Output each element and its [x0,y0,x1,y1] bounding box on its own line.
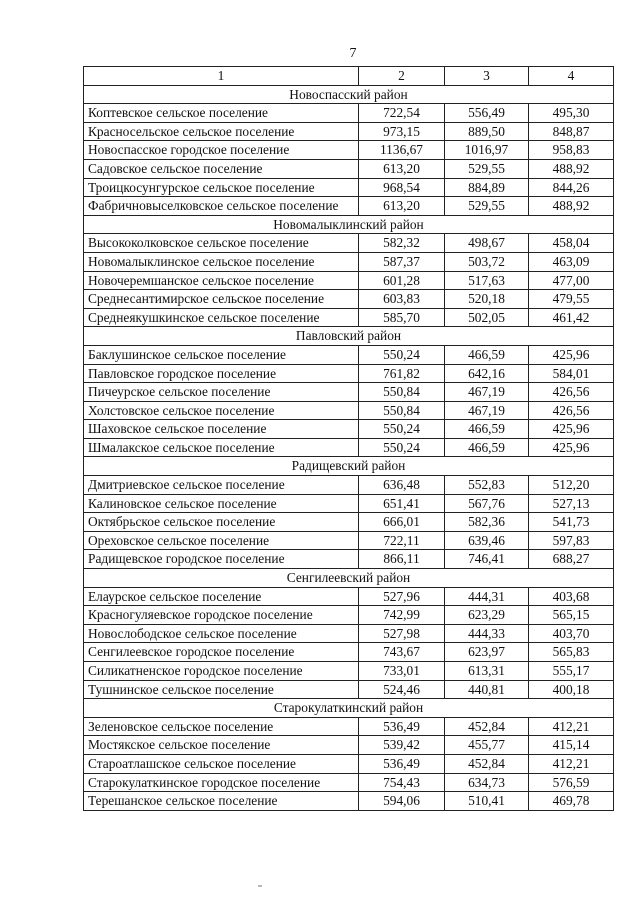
value-col-2: 585,70 [359,308,445,327]
value-col-2: 613,20 [359,197,445,216]
table-row [84,141,614,160]
column-header-2: 2 [359,67,445,86]
value-col-4: 477,00 [529,271,614,290]
settlement-name: Староатлашское сельское поселение [84,754,359,773]
value-col-4: 469,78 [529,792,614,811]
value-col-3: 582,36 [445,513,529,532]
table-row [84,364,614,383]
settlement-name: Красногуляевское городское поселение [84,606,359,625]
value-col-4: 495,30 [529,104,614,123]
settlement-name: Троицкосунгурское сельское поселение [84,178,359,197]
value-col-2: 539,42 [359,736,445,755]
value-col-4: 488,92 [529,197,614,216]
settlement-name: Пичеурское сельское поселение [84,383,359,402]
value-col-2: 550,84 [359,401,445,420]
settlement-name: Новочеремшанское сельское поселение [84,271,359,290]
table-row [84,159,614,178]
value-col-2: 973,15 [359,122,445,141]
value-col-2: 550,24 [359,345,445,364]
table-row [84,271,614,290]
value-col-2: 594,06 [359,792,445,811]
table-row [84,736,614,755]
column-header-3: 3 [445,67,529,86]
value-col-3: 452,84 [445,754,529,773]
settlement-name: Калиновское сельское поселение [84,494,359,513]
value-col-4: 463,09 [529,252,614,271]
value-col-2: 536,49 [359,754,445,773]
value-col-4: 400,18 [529,680,614,699]
value-col-3: 502,05 [445,308,529,327]
settlement-name: Среднеякушкинское сельское поселение [84,308,359,327]
value-col-3: 613,31 [445,662,529,681]
table-row [84,234,614,253]
value-col-2: 722,11 [359,531,445,550]
value-col-2: 613,20 [359,159,445,178]
table-row [84,513,614,532]
region-row [84,457,614,476]
value-col-3: 1016,97 [445,141,529,160]
value-col-2: 601,28 [359,271,445,290]
value-col-2: 866,11 [359,550,445,569]
region-heading: Сенгилеевский район [84,569,614,588]
value-col-4: 403,70 [529,624,614,643]
value-col-2: 651,41 [359,494,445,513]
table-row [84,624,614,643]
settlement-name: Новоспасское городское поселение [84,141,359,160]
value-col-3: 552,83 [445,476,529,495]
value-col-3: 639,46 [445,531,529,550]
region-heading: Павловский район [84,327,614,346]
settlement-name: Павловское городское поселение [84,364,359,383]
settlement-name: Холстовское сельское поселение [84,401,359,420]
settlement-name: Шмалакское сельское поселение [84,438,359,457]
table-row [84,308,614,327]
value-col-4: 479,55 [529,290,614,309]
value-col-4: 415,14 [529,736,614,755]
value-col-2: 524,46 [359,680,445,699]
value-col-3: 466,59 [445,420,529,439]
value-col-2: 761,82 [359,364,445,383]
table-row [84,587,614,606]
settlement-name: Зеленовское сельское поселение [84,717,359,736]
value-col-3: 444,31 [445,587,529,606]
value-col-3: 884,89 [445,178,529,197]
settlement-name: Новомалыклинское сельское поселение [84,252,359,271]
value-col-2: 550,24 [359,438,445,457]
value-col-3: 556,49 [445,104,529,123]
table-row [84,383,614,402]
settlement-name: Тушнинское сельское поселение [84,680,359,699]
value-col-2: 754,43 [359,773,445,792]
value-col-2: 733,01 [359,662,445,681]
settlement-name: Дмитриевское сельское поселение [84,476,359,495]
table-row [84,792,614,811]
region-heading: Старокулаткинский район [84,699,614,718]
value-col-3: 467,19 [445,401,529,420]
value-col-4: 576,59 [529,773,614,792]
settlement-name: Шаховское сельское поселение [84,420,359,439]
table-row [84,717,614,736]
value-col-4: 425,96 [529,345,614,364]
value-col-2: 742,99 [359,606,445,625]
region-row [84,699,614,718]
value-col-2: 527,98 [359,624,445,643]
value-col-3: 466,59 [445,345,529,364]
table-row [84,420,614,439]
table-body [84,85,614,810]
settlement-name: Мостякское сельское поселение [84,736,359,755]
value-col-4: 848,87 [529,122,614,141]
region-row [84,569,614,588]
region-row [84,85,614,104]
value-col-4: 584,01 [529,364,614,383]
value-col-4: 488,92 [529,159,614,178]
table-row [84,104,614,123]
table-row [84,550,614,569]
tariff-table [83,66,614,811]
settlement-name: Красносельское сельское поселение [84,122,359,141]
value-col-4: 461,42 [529,308,614,327]
value-col-4: 597,83 [529,531,614,550]
value-col-4: 555,17 [529,662,614,681]
settlement-name: Высококолковское сельское поселение [84,234,359,253]
table-row [84,494,614,513]
column-header-4: 4 [529,67,614,86]
value-col-4: 425,96 [529,420,614,439]
table-row [84,754,614,773]
value-col-4: 458,04 [529,234,614,253]
settlement-name: Ореховское сельское поселение [84,531,359,550]
value-col-3: 529,55 [445,159,529,178]
scan-artifact [258,885,262,887]
value-col-4: 844,26 [529,178,614,197]
value-col-4: 412,21 [529,754,614,773]
value-col-2: 582,32 [359,234,445,253]
value-col-4: 403,68 [529,587,614,606]
value-col-3: 498,67 [445,234,529,253]
value-col-4: 958,83 [529,141,614,160]
region-row [84,327,614,346]
table-row [84,773,614,792]
table-row [84,662,614,681]
value-col-3: 444,33 [445,624,529,643]
settlement-name: Среднесантимирское сельское поселение [84,290,359,309]
value-col-2: 536,49 [359,717,445,736]
table-row [84,197,614,216]
value-col-3: 517,63 [445,271,529,290]
table-row [84,252,614,271]
value-col-2: 587,37 [359,252,445,271]
value-col-3: 634,73 [445,773,529,792]
table-row [84,606,614,625]
value-col-2: 550,84 [359,383,445,402]
value-col-3: 623,97 [445,643,529,662]
settlement-name: Октябрьское сельское поселение [84,513,359,532]
region-heading: Новоспасский район [84,85,614,104]
table-row [84,345,614,364]
value-col-3: 623,29 [445,606,529,625]
table-row [84,531,614,550]
value-col-3: 455,77 [445,736,529,755]
value-col-3: 510,41 [445,792,529,811]
value-col-3: 520,18 [445,290,529,309]
settlement-name: Силикатненское городское поселение [84,662,359,681]
region-heading: Новомалыклинский район [84,215,614,234]
value-col-4: 426,56 [529,401,614,420]
value-col-2: 550,24 [359,420,445,439]
settlement-name: Сенгилеевское городское поселение [84,643,359,662]
table-row [84,290,614,309]
value-col-3: 452,84 [445,717,529,736]
page-number: 7 [349,46,357,61]
value-col-4: 426,56 [529,383,614,402]
region-heading: Радищевский район [84,457,614,476]
table-row [84,438,614,457]
value-col-4: 565,15 [529,606,614,625]
value-col-3: 889,50 [445,122,529,141]
settlement-name: Елаурское сельское поселение [84,587,359,606]
value-col-2: 1136,67 [359,141,445,160]
value-col-2: 527,96 [359,587,445,606]
column-header-1: 1 [84,67,359,86]
value-col-2: 603,83 [359,290,445,309]
value-col-3: 746,41 [445,550,529,569]
table-row [84,401,614,420]
value-col-2: 722,54 [359,104,445,123]
settlement-name: Терешанское сельское поселение [84,792,359,811]
value-col-3: 567,76 [445,494,529,513]
value-col-3: 503,72 [445,252,529,271]
settlement-name: Радищевское городское поселение [84,550,359,569]
value-col-4: 565,83 [529,643,614,662]
settlement-name: Новослободское сельское поселение [84,624,359,643]
table-row [84,643,614,662]
value-col-4: 425,96 [529,438,614,457]
settlement-name: Фабричновыселковское сельское поселение [84,197,359,216]
value-col-4: 541,73 [529,513,614,532]
value-col-2: 968,54 [359,178,445,197]
settlement-name: Старокулаткинское городское поселение [84,773,359,792]
value-col-3: 466,59 [445,438,529,457]
value-col-4: 688,27 [529,550,614,569]
settlement-name: Баклушинское сельское поселение [84,345,359,364]
table-row [84,122,614,141]
table-row [84,680,614,699]
value-col-3: 529,55 [445,197,529,216]
value-col-3: 440,81 [445,680,529,699]
value-col-3: 467,19 [445,383,529,402]
value-col-2: 666,01 [359,513,445,532]
value-col-4: 412,21 [529,717,614,736]
value-col-4: 527,13 [529,494,614,513]
value-col-4: 512,20 [529,476,614,495]
table-row [84,476,614,495]
settlement-name: Садовское сельское поселение [84,159,359,178]
region-row [84,215,614,234]
value-col-2: 636,48 [359,476,445,495]
value-col-3: 642,16 [445,364,529,383]
header-row [84,67,614,86]
value-col-2: 743,67 [359,643,445,662]
table-header [84,67,614,86]
table-row [84,178,614,197]
settlement-name: Коптевское сельское поселение [84,104,359,123]
